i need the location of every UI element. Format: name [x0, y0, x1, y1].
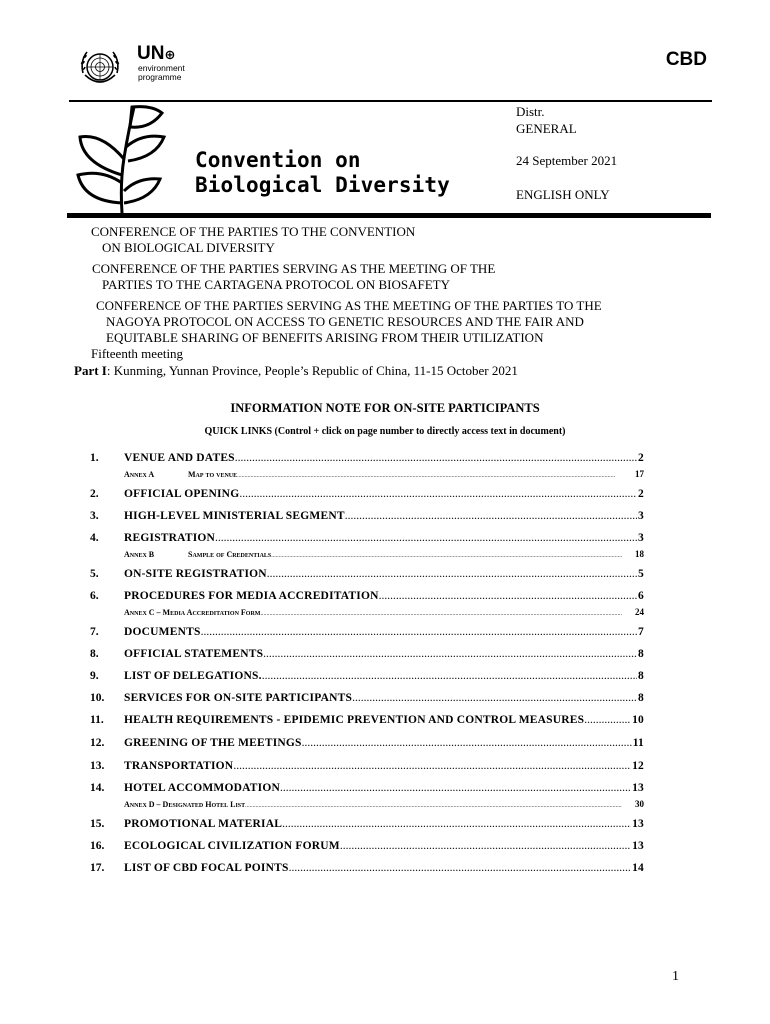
np-line: CONFERENCE OF THE PARTIES SERVING AS THE MEETING OF THE PARTIES TO THE	[96, 298, 602, 313]
toc-item-title: VENUE AND DATES	[124, 452, 235, 464]
cbd-logo-text	[195, 148, 450, 198]
toc-item-link[interactable]	[124, 568, 644, 580]
toc-item-number: 15.	[90, 818, 105, 830]
document-language: ENGLISH ONLY	[516, 187, 610, 202]
toc-item-number: 12.	[90, 737, 105, 749]
un-logo-sub-line: programme	[138, 71, 182, 82]
toc-item-title: TRANSPORTATION	[124, 760, 234, 772]
toc-leader-dots	[201, 626, 637, 638]
toc-leader-dots	[282, 818, 631, 830]
header-bottom-rule	[67, 213, 711, 218]
annex-page[interactable]: 17	[635, 469, 644, 479]
cop-line: CONFERENCE OF THE PARTIES TO THE CONVENTION	[91, 224, 416, 239]
un-logo-sub-line: environment	[138, 63, 185, 73]
document-date: 24 September 2021	[516, 153, 618, 168]
toc-item-link[interactable]	[124, 692, 644, 704]
toc-item-title: HIGH-LEVEL MINISTERIAL SEGMENT	[124, 510, 345, 522]
annex-label: Annex B	[124, 550, 155, 559]
toc-item-number: 17.	[90, 862, 105, 874]
toc-leader-dots	[262, 670, 637, 682]
toc-item-page[interactable]: 14	[632, 862, 644, 874]
toc-item-page[interactable]: 13	[632, 782, 644, 794]
toc-item-link[interactable]	[124, 714, 644, 726]
toc-item-title: PROCEDURES FOR MEDIA ACCREDITATION	[124, 590, 379, 602]
toc-item-link[interactable]	[124, 510, 644, 522]
toc-item-title: PROMOTIONAL MATERIAL	[124, 818, 283, 830]
toc-annex-link[interactable]	[124, 799, 644, 809]
toc-item-number: 4.	[90, 532, 99, 544]
toc-item-title: LIST OF DELEGATIONS.	[124, 670, 262, 682]
toc-item-page[interactable]: 12	[632, 760, 644, 772]
toc-item-title: GREENING OF THE MEETINGS	[124, 737, 302, 749]
toc-item-number: 10.	[90, 692, 105, 704]
toc-leader-dots	[379, 590, 637, 602]
annex-page[interactable]: 18	[635, 549, 644, 559]
header-top-rule	[69, 100, 712, 102]
toc-item-page[interactable]: 8	[638, 648, 644, 660]
toc-item-number: 2.	[90, 488, 99, 500]
annex-label: Annex A	[124, 470, 155, 479]
toc-item-link[interactable]	[124, 670, 644, 682]
note-title: INFORMATION NOTE FOR ON-SITE PARTICIPANTS	[230, 401, 540, 415]
toc-item-number: 1.	[90, 452, 99, 464]
toc-leader-dots	[302, 737, 632, 749]
toc-leader-dots	[233, 760, 631, 772]
annex-title: Map to venue	[188, 470, 238, 479]
cop-line: ON BIOLOGICAL DIVERSITY	[102, 240, 275, 255]
toc-item-number: 13.	[90, 760, 105, 772]
toc-item-page[interactable]: 5	[638, 568, 644, 580]
toc-item-title: ON-SITE REGISTRATION	[124, 568, 267, 580]
annex-title: Sample of Credentials	[188, 550, 272, 559]
cmp-line: PARTIES TO THE CARTAGENA PROTOCOL ON BIOSAFETY	[102, 277, 450, 292]
toc-item-link[interactable]	[124, 532, 644, 544]
annex-leader-dots	[271, 553, 622, 559]
toc-annex-link[interactable]	[124, 549, 644, 559]
toc-item-number: 6.	[90, 590, 99, 602]
cbd-plant-logo-icon	[72, 103, 168, 213]
toc-item-page[interactable]: 8	[638, 692, 644, 704]
toc-item-link[interactable]	[124, 737, 644, 749]
toc-annex-link[interactable]	[124, 469, 644, 479]
toc-leader-dots	[239, 488, 637, 500]
toc-leader-dots	[340, 840, 631, 852]
cbd-logo-line: Convention on	[195, 148, 361, 172]
cmp-line: CONFERENCE OF THE PARTIES SERVING AS THE MEETING OF THE	[92, 261, 496, 276]
annex-label: Annex D – Designated Hotel List	[124, 800, 246, 809]
toc-item-number: 11.	[90, 714, 104, 726]
part-label: Part I	[74, 363, 107, 378]
toc-item-link[interactable]	[124, 626, 644, 638]
toc-item-page[interactable]: 2	[638, 488, 644, 500]
toc-leader-dots	[352, 692, 637, 704]
toc-item-number: 7.	[90, 626, 99, 638]
toc-item-page[interactable]: 7	[638, 626, 644, 638]
np-line: EQUITABLE SHARING OF BENEFITS ARISING FROM THEIR UTILIZATION	[106, 330, 544, 345]
toc-item-title: DOCUMENTS	[124, 626, 201, 638]
toc-leader-dots	[345, 510, 637, 522]
toc-item-title: SERVICES FOR ON-SITE PARTICIPANTS	[124, 692, 353, 704]
toc-item-page[interactable]: 8	[638, 670, 644, 682]
toc-item-link[interactable]	[124, 452, 644, 464]
annex-label: Annex C – Media Accreditation Form	[124, 608, 261, 617]
toc-item-link[interactable]	[124, 782, 644, 794]
toc-leader-dots	[289, 862, 632, 874]
np-line: NAGOYA PROTOCOL ON ACCESS TO GENETIC RESOURCES AND THE FAIR AND	[106, 314, 584, 329]
toc-annex-link[interactable]	[124, 607, 644, 617]
distribution-label: Distr.	[516, 104, 545, 119]
toc-item-number: 5.	[90, 568, 99, 580]
toc-item-page[interactable]: 11	[632, 737, 644, 749]
toc-item-number: 3.	[90, 510, 99, 522]
toc-leader-dots	[263, 648, 637, 660]
toc-item-page[interactable]: 3	[638, 510, 644, 522]
toc-item-link[interactable]	[124, 760, 644, 772]
toc-item-link[interactable]	[124, 818, 644, 830]
toc-leader-dots	[235, 452, 637, 464]
toc-item-page[interactable]: 6	[638, 590, 644, 602]
toc-item-number: 14.	[90, 782, 105, 794]
toc-item-number: 16.	[90, 840, 105, 852]
toc-item-page[interactable]: 13	[632, 818, 644, 830]
toc-item-page[interactable]: 2	[638, 452, 644, 464]
distribution-value: GENERAL	[516, 121, 577, 136]
toc-item-link[interactable]	[124, 840, 644, 852]
annex-page[interactable]: 30	[635, 799, 644, 809]
toc-item-title: OFFICIAL STATEMENTS	[124, 648, 264, 660]
un-logo-subtitle	[138, 64, 185, 81]
toc-item-page[interactable]: 3	[638, 532, 644, 544]
quick-links-heading: QUICK LINKS (Control + click on page number to directly access text in document)	[204, 426, 566, 437]
meeting-part	[74, 363, 518, 379]
cbd-logo-line: Biological Diversity	[195, 173, 450, 197]
annex-page[interactable]: 24	[635, 607, 644, 617]
document-code: CBD	[665, 49, 707, 70]
annex-leader-dots	[245, 803, 622, 809]
meeting-number: Fifteenth meeting	[91, 346, 184, 361]
toc-item-title: ECOLOGICAL CIVILIZATION FORUM	[124, 840, 340, 852]
page-number: 1	[672, 969, 679, 984]
toc-item-number: 8.	[90, 648, 99, 660]
toc-item-number: 9.	[90, 670, 99, 682]
un-logo-word: UN⊕	[137, 43, 176, 64]
toc-item-title: REGISTRATION	[124, 532, 216, 544]
toc-leader-dots	[280, 782, 631, 794]
toc-item-title: HOTEL ACCOMMODATION	[124, 782, 280, 794]
toc-item-link[interactable]	[124, 590, 644, 602]
toc-leader-dots	[215, 532, 637, 544]
toc-leader-dots	[267, 568, 637, 580]
annex-leader-dots	[237, 473, 622, 479]
toc-item-page[interactable]: 10	[632, 714, 644, 726]
part-location: : Kunming, Yunnan Province, People’s Republic of China, 11-15 October 2021	[106, 363, 518, 378]
toc-item-title: LIST OF CBD FOCAL POINTS	[124, 862, 289, 874]
toc-item-page[interactable]: 13	[632, 840, 644, 852]
annex-leader-dots	[260, 611, 622, 617]
un-emblem-icon	[75, 43, 125, 93]
un-mini-emblem-icon: ⊕	[164, 47, 176, 62]
toc-item-title: OFFICIAL OPENING	[124, 488, 240, 500]
toc-item-link[interactable]	[124, 488, 644, 500]
toc-leader-dots	[584, 714, 631, 726]
toc-item-title: HEALTH REQUIREMENTS - EPIDEMIC PREVENTION AND CONTROL MEASURES	[124, 714, 585, 726]
toc-item-link[interactable]	[124, 862, 644, 874]
toc-item-link[interactable]	[124, 648, 644, 660]
